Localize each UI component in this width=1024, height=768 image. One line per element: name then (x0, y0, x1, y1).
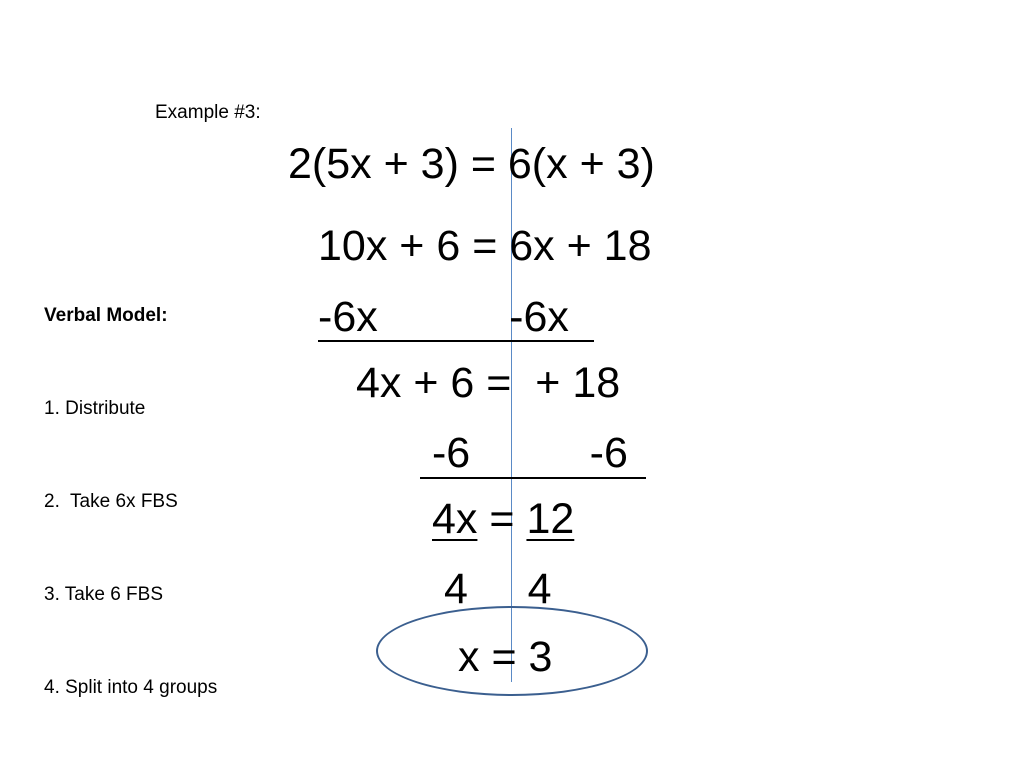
equation-step5 (432, 495, 575, 543)
verbal-model-title: Verbal Model: (44, 305, 168, 326)
verbal-model-step: 3. Take 6 FBS (44, 584, 163, 605)
equation-original: 2(5x + 3) = 6(x + 3) (288, 140, 655, 188)
equation-answer: x = 3 (458, 633, 553, 681)
verbal-model (44, 238, 244, 734)
equation-step5-right: 12 (526, 495, 575, 543)
equation-step5-left: 4x (432, 495, 478, 543)
underline-rule (420, 477, 646, 479)
verbal-model-step: 4. Split into 4 groups (44, 677, 218, 698)
equation-subtract-6x: -6x -6x (318, 293, 569, 341)
equation-subtract-6: -6 -6 (420, 429, 628, 477)
equation-distributed: 10x + 6 = 6x + 18 (318, 222, 652, 270)
verbal-model-step: 1. Distribute (44, 398, 146, 419)
example-label: Example #3: (155, 102, 261, 123)
underline-rule (318, 340, 594, 342)
equation-divisors: 4 4 (444, 565, 552, 613)
equation-step3: 4x + 6 = + 18 (356, 359, 621, 407)
equation-step5-equals: = (477, 495, 527, 543)
verbal-model-step: 2. Take 6x FBS (44, 491, 178, 512)
